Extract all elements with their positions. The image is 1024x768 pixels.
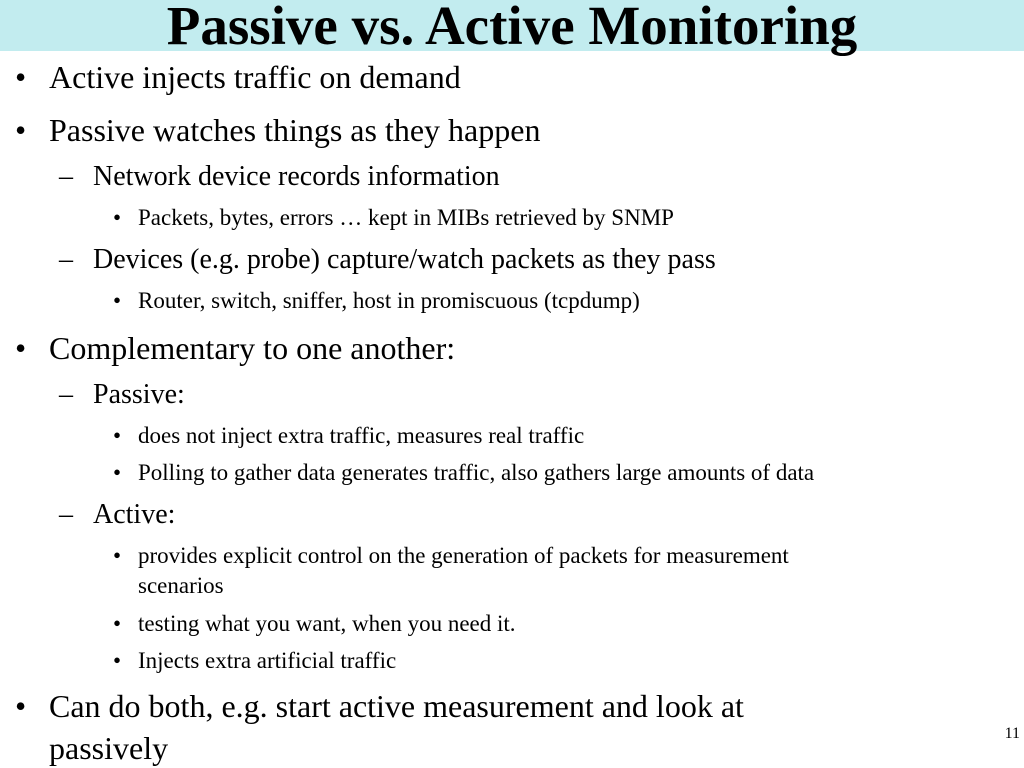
bullet-mark: – xyxy=(59,244,73,275)
bullet-text: Network device records information xyxy=(93,161,500,192)
bullet-item xyxy=(113,543,789,569)
bullet-text: Complementary to one another: xyxy=(49,330,456,366)
bullet-item xyxy=(59,499,176,531)
bullet-item xyxy=(15,330,456,367)
bullet-item xyxy=(113,611,516,637)
bullet-mark: – xyxy=(59,499,73,530)
bullet-mark: • xyxy=(113,288,122,313)
slide-title: Passive vs. Active Monitoring xyxy=(166,0,858,56)
bullet-item xyxy=(15,112,541,149)
bullet-text: does not inject extra traffic, measures real traffic xyxy=(138,423,585,448)
bullet-item xyxy=(113,423,585,449)
bullet-item xyxy=(15,59,461,96)
bullet-item xyxy=(113,205,674,231)
bullet-mark: • xyxy=(15,59,27,95)
bullet-text: Active: xyxy=(93,499,176,530)
bullet-text: Passive watches things as they happen xyxy=(49,112,541,148)
bullet-item xyxy=(138,573,224,599)
bullet-text: Polling to gather data generates traffic, also gathers large amounts of data xyxy=(138,460,815,485)
bullet-mark: • xyxy=(113,460,122,485)
bullet-item xyxy=(15,688,744,725)
bullet-mark: • xyxy=(113,611,122,636)
bullet-text: Devices (e.g. probe) capture/watch packets as they pass xyxy=(93,244,716,275)
bullet-text: Active injects traffic on demand xyxy=(49,59,461,95)
bullet-item xyxy=(113,288,640,314)
bullet-mark: • xyxy=(15,688,27,724)
bullet-text: Packets, bytes, errors … kept in MIBs retrieved by SNMP xyxy=(138,205,674,230)
page-number: 11 xyxy=(1004,725,1020,742)
bullet-mark: • xyxy=(15,330,27,366)
bullet-mark: • xyxy=(113,648,122,673)
bullet-mark: – xyxy=(59,161,73,192)
bullet-mark: • xyxy=(113,543,122,568)
bullet-text: Passive: xyxy=(93,379,185,410)
bullet-text: passively xyxy=(49,730,169,766)
bullet-text: Router, switch, sniffer, host in promiscuous (tcpdump) xyxy=(138,288,640,313)
bullet-text: scenarios xyxy=(138,573,224,598)
bullet-item xyxy=(49,730,168,767)
bullet-item xyxy=(113,460,815,486)
bullet-mark: • xyxy=(15,112,27,148)
bullet-mark: – xyxy=(59,379,73,410)
bullet-item xyxy=(59,379,185,411)
bullet-item xyxy=(59,161,500,193)
bullet-mark: • xyxy=(113,205,122,230)
bullet-item xyxy=(59,244,716,276)
bullet-text: provides explicit control on the generation of packets for measurement xyxy=(138,543,789,568)
bullet-mark: • xyxy=(113,423,122,448)
bullet-item xyxy=(113,648,397,674)
bullet-text: testing what you want, when you need it. xyxy=(138,611,516,636)
bullet-text: Injects extra artificial traffic xyxy=(138,648,397,673)
bullet-text: Can do both, e.g. start active measurement and look at xyxy=(49,688,744,724)
